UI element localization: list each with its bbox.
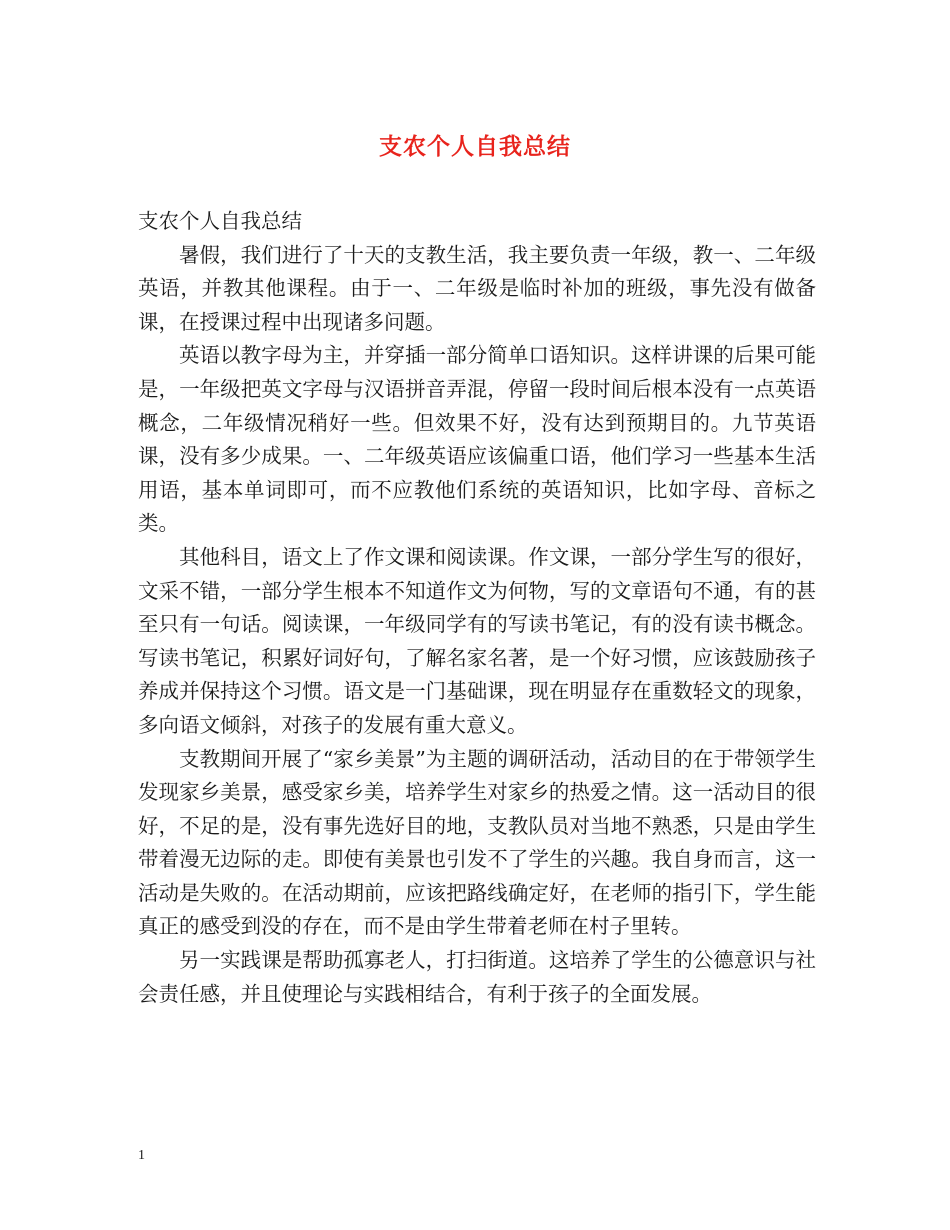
paragraph-4: 支教期间开展了“家乡美景”为主题的调研活动，活动目的在于带领学生发现家乡美景，感受家乡美，培养学生对家乡的热爱之情。这一活动目的很好，不足的是，没有事先选好目的地，支教队员对当地不熟悉，只是由学生带着漫无边际的走。即使有美景也引发不了学生的兴趣。我自身而言，这一活动是失败的。在活动期前，应该把路线确定好，在老师的指引下，学生能真正的感受到没的存在，而不是由学生带着老师在村子里转。	[138, 746, 816, 939]
document-body	[138, 205, 816, 1011]
paragraph-3: 其他科目，语文上了作文课和阅读课。作文课，一部分学生写的很好，文采不错，一部分学生根本不知道作文为何物，写的文章语句不通，有的甚至只有一句话。阅读课，一年级同学有的写读书笔记，有的没有读书概念。写读书笔记，积累好词好句，了解名家名著，是一个好习惯，应该鼓励孩子养成并保持这个习惯。语文是一门基础课，现在明显存在重数轻文的现象，多向语文倾斜，对孩子的发展有重大意义。	[138, 544, 816, 737]
paragraph-5: 另一实践课是帮助孤寡老人，打扫街道。这培养了学生的公德意识与社会责任感，并且使理论与实践相结合，有利于孩子的全面发展。	[138, 948, 816, 1006]
paragraph-2: 英语以教字母为主，并穿插一部分简单口语知识。这样讲课的后果可能是，一年级把英文字母与汉语拼音弄混，停留一段时间后根本没有一点英语概念，二年级情况稍好一些。但效果不好，没有达到预期目的。九节英语课，没有多少成果。一、二年级英语应该偏重口语，他们学习一些基本生活用语，基本单词即可，而不应教他们系统的英语知识，比如字母、音标之类。	[138, 343, 816, 536]
document-subtitle: 支农个人自我总结	[138, 209, 302, 233]
paragraph-1: 暑假，我们进行了十天的支教生活，我主要负责一年级，教一、二年级英语，并教其他课程。由于一、二年级是临时补加的班级，事先没有做备课，在授课过程中出现诸多问题。	[138, 242, 816, 334]
document-title: 支农个人自我总结	[379, 133, 571, 160]
page-number: 1	[138, 1148, 145, 1163]
